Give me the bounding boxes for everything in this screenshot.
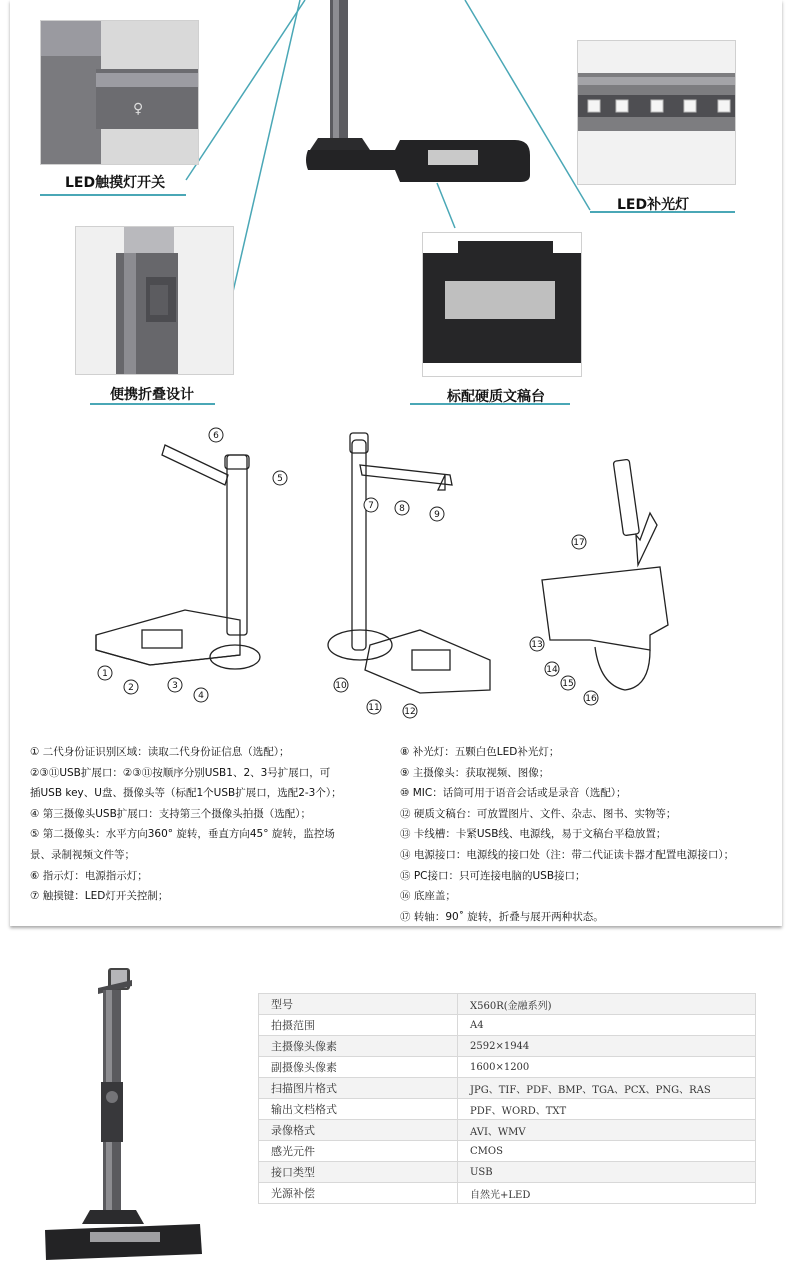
- callout-17: [572, 535, 586, 549]
- svg-text:10: 10: [335, 681, 347, 691]
- table-row: [259, 1036, 756, 1057]
- svg-text:8: 8: [399, 504, 405, 514]
- callout-1: [98, 666, 112, 680]
- table-row: [259, 1078, 756, 1099]
- desc-right-line: ⑭ 电源接口：电源线的接口处（注：带二代证读卡器才配置电源接口）；: [400, 848, 735, 861]
- table-row: [259, 1099, 756, 1120]
- platform-caption: 标配硬质文稿台: [447, 389, 545, 405]
- spec-value: AVI、WMV: [458, 1120, 756, 1141]
- desc-right-line: ⑮ PC接口：只可连接电脑的USB接口；: [400, 869, 586, 882]
- callout-10: [334, 678, 348, 692]
- device-top-photo: [300, 0, 540, 190]
- svg-text:♀: ♀: [133, 101, 144, 117]
- callout-15: [561, 676, 575, 690]
- spec-key: 感光元件: [259, 1141, 458, 1162]
- svg-text:2: 2: [128, 683, 134, 693]
- led-switch-caption: LED触摸灯开关: [65, 175, 166, 191]
- spec-key: 输出文档格式: [259, 1099, 458, 1120]
- table-row: [259, 994, 756, 1015]
- desc-left-line: ④ 第三摄像头USB扩展口：支持第三个摄像头拍摄（选配）；: [30, 807, 312, 820]
- callout-11: [367, 700, 381, 714]
- descriptions-right: [400, 742, 734, 927]
- svg-text:7: 7: [368, 501, 374, 511]
- callout-13: [530, 637, 544, 651]
- spec-value: 2592×1944: [458, 1036, 756, 1057]
- desc-left-line: ②③⑪USB扩展口：②③⑪按顺序分别USB1、2、3号扩展口，可: [30, 766, 331, 779]
- callout-4: [194, 688, 208, 702]
- platform-photo: [422, 232, 582, 377]
- spec-value: PDF、WORD、TXT: [458, 1099, 756, 1120]
- fold-caption: 便携折叠设计: [110, 387, 194, 403]
- table-row: [259, 1162, 756, 1183]
- led-light-caption: LED补光灯: [617, 197, 690, 213]
- svg-text:1: 1: [102, 669, 108, 679]
- svg-text:15: 15: [562, 679, 574, 689]
- led-switch-photo: [40, 20, 199, 165]
- spec-value: A4: [458, 1015, 756, 1036]
- desc-right-line: ⑫ 硬质文稿台：可放置图片、文件、杂志、图书、实物等；: [400, 807, 677, 820]
- spec-table: [258, 993, 756, 1204]
- callout-12: [403, 704, 417, 718]
- spec-key: 副摄像头像素: [259, 1057, 458, 1078]
- desc-left-line: ⑤ 第二摄像头：水平方向360° 旋转，垂直方向45° 旋转，监控场: [30, 828, 335, 841]
- led-light-photo: [577, 40, 736, 185]
- desc-right-line: ⑨ 主摄像头：获取视频、图像；: [400, 766, 550, 779]
- svg-text:12: 12: [404, 707, 416, 717]
- table-row: [259, 1015, 756, 1036]
- switch-callout-line: [186, 0, 305, 180]
- callout-2: [124, 680, 138, 694]
- table-row: [259, 1057, 756, 1078]
- callout-16: [584, 691, 598, 705]
- desc-left-line: 插USB key、U盘、摄像头等（标配1个USB扩展口，选配2-3个）；: [30, 787, 342, 800]
- spec-key: 接口类型: [259, 1162, 458, 1183]
- descriptions-left: [30, 742, 342, 907]
- spec-key: 拍摄范围: [259, 1015, 458, 1036]
- desc-left-line: 景、录制视频文件等；: [30, 848, 135, 861]
- desc-right-line: ⑯ 底座盖；: [400, 890, 456, 903]
- callout-7: [364, 498, 378, 512]
- callout-8: [395, 501, 409, 515]
- desc-right-line: ⑩ MIC：话筒可用于语音会话或是录音（选配）；: [400, 787, 627, 800]
- spec-value: JPG、TIF、PDF、BMP、TGA、PCX、PNG、RAS: [458, 1078, 756, 1099]
- spec-key: 光源补偿: [259, 1183, 458, 1204]
- spec-key: 扫描图片格式: [259, 1078, 458, 1099]
- callout-6: [209, 428, 223, 442]
- desc-left-line: ⑥ 指示灯：电源指示灯；: [30, 869, 148, 882]
- svg-text:4: 4: [198, 691, 204, 701]
- desc-left-line: ⑦ 触摸键：LED灯开关控制；: [30, 890, 169, 903]
- product-photo: [40, 962, 210, 1267]
- spec-value: CMOS: [458, 1141, 756, 1162]
- spec-value: X560R(金融系列): [458, 994, 756, 1015]
- table-row: [259, 1141, 756, 1162]
- callout-9: [430, 507, 444, 521]
- svg-text:9: 9: [434, 510, 440, 520]
- callout-3: [168, 678, 182, 692]
- svg-text:13: 13: [531, 640, 543, 650]
- spec-key: 录像格式: [259, 1120, 458, 1141]
- svg-text:16: 16: [585, 694, 597, 704]
- fold-photo: [75, 226, 234, 375]
- desc-left-line: ① 二代身份证识别区域：读取二代身份证信息（选配）；: [30, 746, 290, 758]
- spec-key: 型号: [259, 994, 458, 1015]
- table-row: [259, 1183, 756, 1204]
- table-row: [259, 1120, 756, 1141]
- svg-text:17: 17: [573, 538, 585, 548]
- spec-value: 1600×1200: [458, 1057, 756, 1078]
- spec-value: 自然光+LED: [458, 1183, 756, 1204]
- desc-right-line: ⑰ 转轴：90˚ 旋转，折叠与展开两种状态。: [400, 910, 604, 923]
- svg-text:6: 6: [213, 431, 219, 441]
- svg-text:14: 14: [546, 665, 558, 675]
- callout-5: [273, 471, 287, 485]
- svg-text:3: 3: [172, 681, 178, 691]
- desc-right-line: ⑧ 补光灯：五颗白色LED补光灯；: [400, 746, 560, 758]
- callout-14: [545, 662, 559, 676]
- parts-diagram: [90, 425, 710, 725]
- svg-text:11: 11: [368, 703, 380, 713]
- desc-right-line: ⑬ 卡线槽：卡紧USB线、电源线，易于文稿台平稳放置；: [400, 828, 667, 841]
- svg-text:5: 5: [277, 474, 283, 484]
- spec-value: USB: [458, 1162, 756, 1183]
- spec-key: 主摄像头像素: [259, 1036, 458, 1057]
